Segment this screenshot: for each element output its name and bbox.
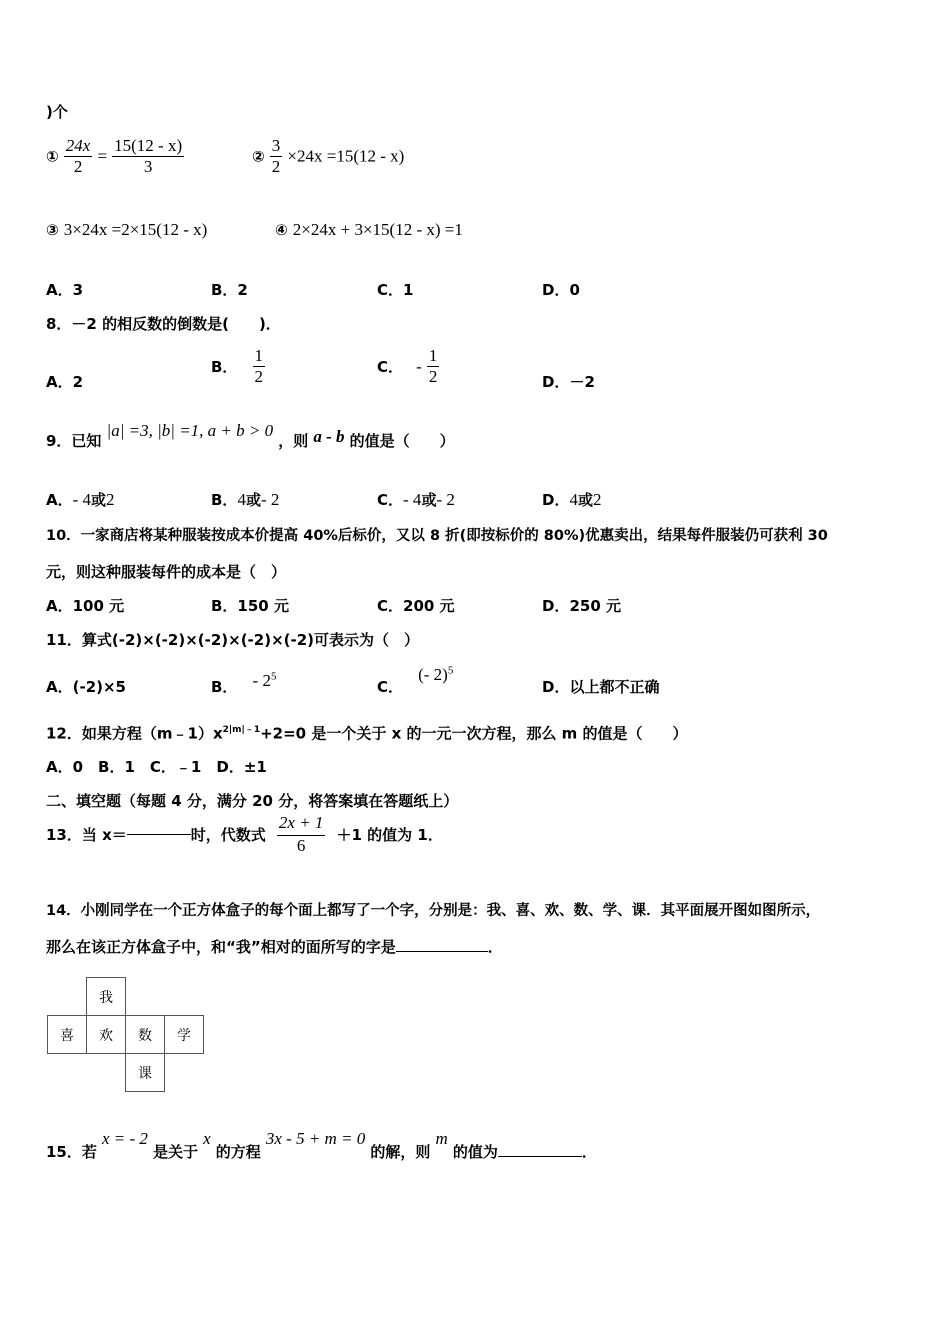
choice-a: A．- 4或2 (46, 490, 115, 509)
net-face-top: 我 (87, 978, 126, 1016)
fraction: $\frac{2x + 1}{6}$ (278, 813, 324, 855)
choice-c: C．1 (377, 281, 414, 299)
choice-d: D．－2 (542, 373, 595, 391)
choice-b: B． $\frac{1}{2}$ (211, 346, 264, 386)
choice-a: A．100 元 (46, 597, 125, 615)
q12-stem: 12．如果方程$(m﹣1)x^{2|m|﹣1}+2=0$ 是一个关于 x 的一元一次方程，那么 m 的值是（ ） (46, 724, 688, 743)
option-marker: ③ (46, 221, 59, 239)
cube-net-figure (47, 977, 204, 1092)
choice-a: A．3 (46, 281, 84, 299)
fraction: $\frac{1}{2}$ (428, 346, 438, 386)
q10-stem-line1: 10．一家商店将某种服装按成本价提高 40%后标价，又以 8 折(即按标价的 80%)优惠卖出，结果每件服装仍可获利 30 (46, 528, 828, 544)
choice-c: C．200 元 (377, 597, 455, 615)
q7-option-2: ② $\frac{3}{2}$ ×24x =15(12 - x) (252, 136, 405, 176)
choice-c: C． - $\frac{1}{2}$ (377, 346, 438, 386)
net-face: 喜 (48, 1016, 87, 1054)
fraction: $\frac{15(12 - x)}{3}$ (114, 136, 183, 176)
choice-b: B．4或- 2 (211, 490, 280, 509)
choice-c: C．- 4或- 2 (377, 490, 455, 509)
q7-option-3: ③ 3×24x =2×15(12 - x) (46, 220, 208, 239)
q10-stem-line2: 元，则这种服装每件的成本是（ ） (46, 563, 287, 581)
q7-tail: )个 (46, 103, 68, 121)
option-marker: ① (46, 147, 59, 166)
fraction: $\frac{1}{2}$ (254, 346, 264, 386)
q7-option-1: ① $\frac{24x}{2}$ = $\frac{15(12 - x)}{3}$ (46, 136, 183, 176)
option-marker: ② (252, 147, 265, 166)
choice-a: A．2 (46, 373, 84, 391)
choice-b: B． - $2^5$ (211, 670, 277, 696)
choice-c: C． (- 2)$^5$ (377, 664, 454, 696)
q13-stem: 13．当 x＝ 时，代数式 $\frac{2x + 1}{6}$ ＋1 的值为 1． (46, 813, 443, 855)
section-heading: 二、填空题（每题 4 分，满分 20 分，将答案填在答题纸上） (46, 792, 459, 810)
net-face: 数 (126, 1016, 165, 1054)
choice-b: B．2 (211, 281, 248, 299)
net-face: 欢 (87, 1016, 126, 1054)
answer-blank[interactable] (127, 834, 191, 835)
q15-stem: 15．若 x = - 2 是关于 x 的方程 3x - 5 + m = 0 的解，则 m 的值为 ． (46, 1129, 597, 1161)
choice-d: D．以上都不正确 (542, 678, 660, 696)
answer-blank[interactable] (396, 951, 488, 952)
choice-b: B．150 元 (211, 597, 289, 615)
q14-stem-line2: 那么在该正方体盒子中，和“我”相对的面所写的字是 ． (46, 938, 503, 956)
answer-blank[interactable] (498, 1156, 582, 1157)
fraction: $\frac{24x}{2}$ (65, 136, 91, 176)
q8-stem: 8．－2 的相反数的倒数是( )． (46, 315, 281, 333)
q9-stem: 9．已知 |a| =3, |b| =1, a + b > 0 ，则 a - b 的值是（ ） (46, 421, 455, 450)
q14-stem-line1: 14．小刚同学在一个正方体盒子的每个面上都写了一个字，分别是：我、喜、欢、数、学、课．其平面展开图如图所示， (46, 903, 821, 919)
option-marker: ④ (275, 221, 288, 239)
choice-a: A．(-2)×5 (46, 678, 126, 696)
choice-d: D．0 (542, 281, 580, 299)
net-face: 学 (165, 1016, 204, 1054)
q11-stem: 11．算式(-2)×(-2)×(-2)×(-2)×(-2)可表示为（ ） (46, 631, 420, 649)
q7-option-4: ④ 2×24x + 3×15(12 - x) =1 (275, 220, 463, 239)
choice-d: D．250 元 (542, 597, 621, 615)
q12-choices: A．0 B．1 C．﹣1 D．±1 (46, 758, 267, 776)
choice-d: D．4或2 (542, 490, 602, 509)
net-face-bottom: 课 (126, 1054, 165, 1092)
fraction: $\frac{3}{2}$ (271, 136, 281, 176)
